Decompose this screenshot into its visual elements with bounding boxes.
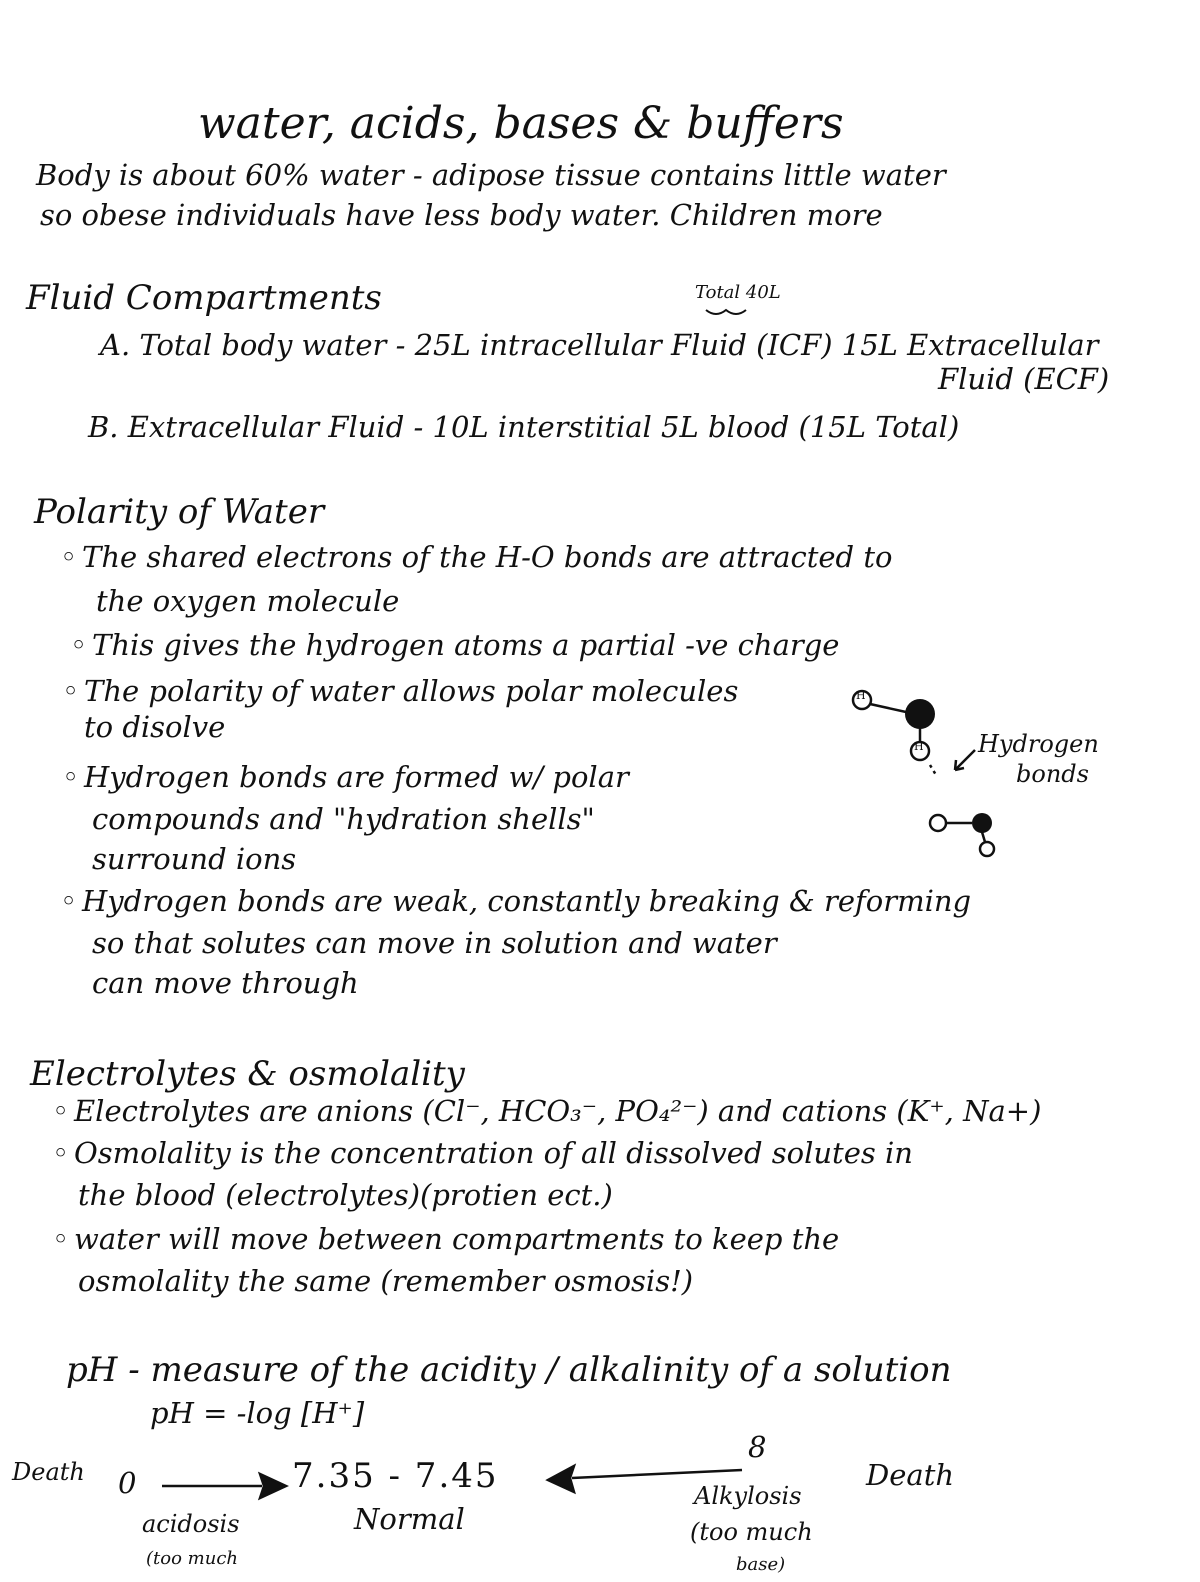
polarity-bullet-1: ◦ The shared electrons of the H-O bonds are attracted to [60,540,892,574]
hydrogen-atom-3 [930,815,946,831]
normal-label: Normal [354,1502,465,1536]
electrolytes-bullet-1: ◦ Electrolytes are anions (Cl⁻, HCO₃⁻, PO₄²⁻) and cations (K⁺, Na+) [52,1094,1041,1128]
polarity-bullet-4-cont-1: compounds and "hydration shells" [92,802,595,836]
fluid-a-line-cont: Fluid (ECF) [938,362,1110,396]
ph-eight-label: 8 [748,1430,767,1464]
oxygen-atom-2 [972,813,992,833]
alkylosis-note-2: base) [736,1554,786,1575]
ph-definition: pH - measure of the acidity / alkalinity of a solution [66,1350,952,1390]
electrolytes-bullet-3: ◦ water will move between compartments to keep the [52,1222,839,1256]
ph-formula: pH = -log [H⁺] [150,1396,365,1430]
atom-label-h1: H [856,689,866,702]
death-right-label: Death [866,1458,955,1492]
page-title: water, acids, bases & buffers [198,98,844,149]
hydrogen-atom-4 [980,842,994,856]
acidosis-note: (too much [146,1548,238,1569]
polarity-bullet-5-cont-2: can move through [92,966,359,1000]
base-arrow-line [572,1470,742,1478]
polarity-bullet-5-cont-1: so that solutes can move in solution and water [92,926,777,960]
fluid-heading: Fluid Compartments [26,278,382,318]
intro-line-2: so obese individuals have less body water. Children more [40,198,883,232]
ph-zero-label: 0 [118,1466,137,1500]
polarity-bullet-4-cont-2: surround ions [92,842,297,876]
hydrogen-bonds-label-1: Hydrogen [978,730,1099,758]
electrolytes-bullet-2-cont: the blood (electrolytes)(protien ect.) [78,1178,613,1212]
fluid-b-line: B. Extracellular Fluid - 10L interstitial 5L blood (15L Total) [88,410,960,444]
hydrogen-bonds-label-2: bonds [1016,760,1089,788]
total-underline [706,310,746,314]
normal-range-value: 7.35 - 7.45 [292,1456,499,1496]
electrolytes-bullet-3-cont: osmolality the same (remember osmosis!) [78,1264,694,1298]
acid-arrow-head [260,1474,286,1498]
atom-label-h2: H [914,740,924,753]
fluid-a-line: A. Total body water - 25L intracellular Fluid (ICF) 15L Extracellular [100,328,1099,362]
polarity-bullet-3-cont: to disolve [84,710,226,744]
alkylosis-note-1: (too much [690,1518,813,1546]
total-note: Total 40L [695,282,781,303]
base-arrow-head [548,1466,574,1492]
death-left-label: Death [12,1458,85,1486]
polarity-bullet-1-cont: the oxygen molecule [96,584,400,618]
polarity-heading: Polarity of Water [34,492,325,532]
oxygen-atom-1 [905,699,935,729]
electrolytes-bullet-2: ◦ Osmolality is the concentration of all dissolved solutes in [52,1136,913,1170]
polarity-bullet-3: ◦ The polarity of water allows polar molecules [62,674,738,708]
polarity-bullet-2: ◦ This gives the hydrogen atoms a partial -ve charge [70,628,839,662]
electrolytes-heading: Electrolytes & osmolality [30,1054,465,1094]
acidosis-label: acidosis [142,1510,240,1538]
hydrogen-bond-arrow [955,750,975,770]
intro-line-1: Body is about 60% water - adipose tissue contains little water [36,158,946,192]
polarity-bullet-5: ◦ Hydrogen bonds are weak, constantly breaking & reforming [60,884,971,918]
polarity-bullet-4: ◦ Hydrogen bonds are formed w/ polar [62,760,629,794]
alkylosis-label: Alkylosis [694,1482,802,1510]
